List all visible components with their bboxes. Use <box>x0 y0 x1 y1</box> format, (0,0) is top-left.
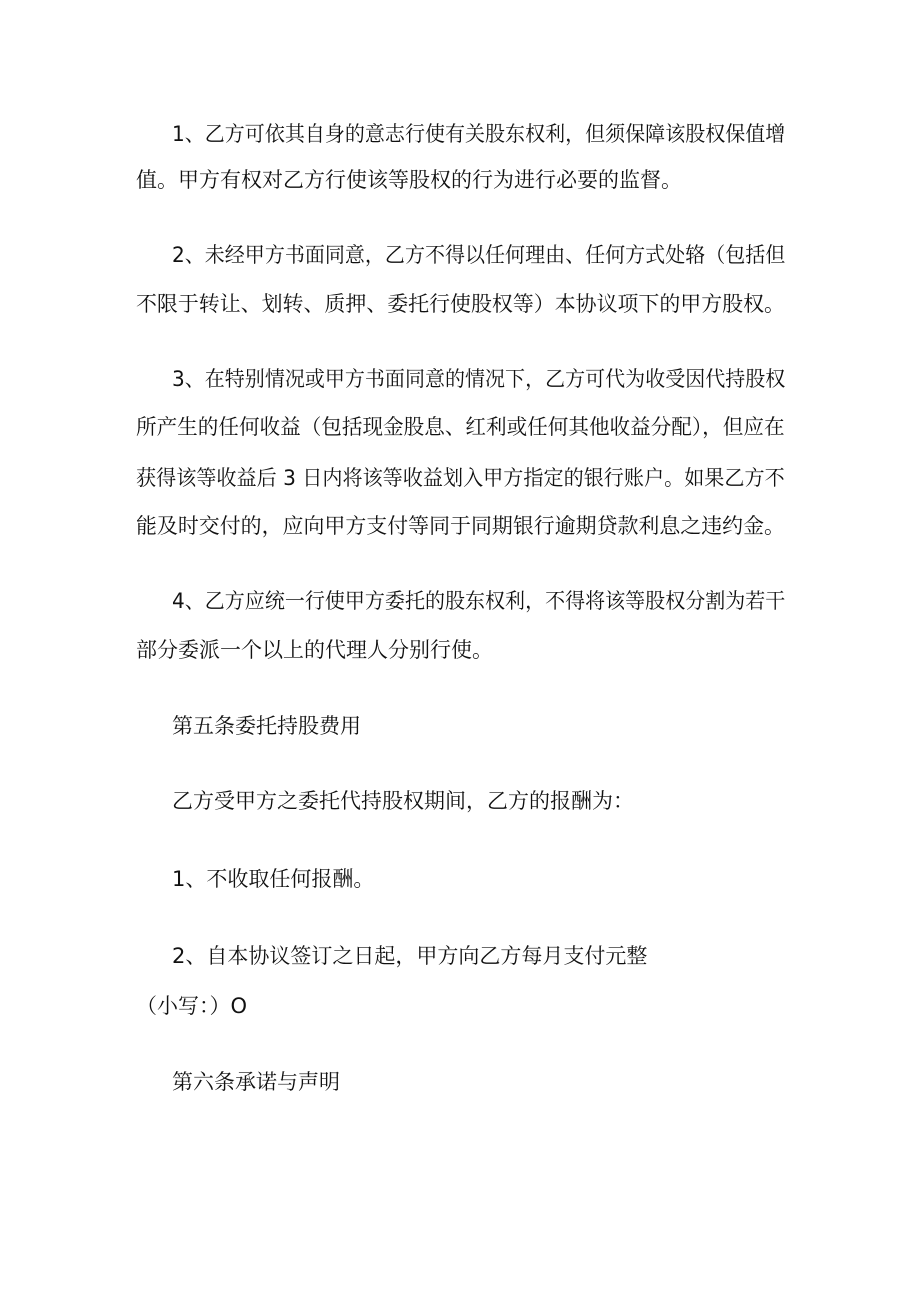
clause-3-line-4: 能及时交付的，应向甲方支付等同于同期银行逾期贷款利息之违约金。 <box>136 514 785 538</box>
clause-4-line-1: 4、乙方应统一行使甲方委托的股东权利，不得将该等股权分割为若干 <box>172 589 786 613</box>
clause-2-line-1: 2、未经甲方书面同意，乙方不得以任何理由、任何方式处辂（包括但 <box>172 243 786 267</box>
clause-2-line-2: 不限于转让、划转、质押、委托行使股权等）本协议项下的甲方股权。 <box>136 292 785 316</box>
clause-1-line-1: 1、乙方可依其自身的意志行使有关股东权利，但须保障该股权保值增 <box>172 122 786 146</box>
article-5-item-1: 1、不收取任何报酬。 <box>172 867 375 891</box>
article-5-heading: 第五条委托持股费用 <box>172 714 361 738</box>
clause-3-line-1: 3、在特别情况或甲方书面同意的情况下，乙方可代为收受因代持股权 <box>172 367 786 391</box>
clause-3-line-2: 所产生的任何收益（包括现金股息、红利或任何其他收益分配），但应在 <box>136 415 785 439</box>
article-5-intro: 乙方受甲方之委托代持股权期间，乙方的报酬为： <box>172 789 634 813</box>
article-5-item-2-line-1: 2、自本协议签订之日起，甲方向乙方每月支付元整 <box>172 944 648 968</box>
article-6-heading: 第六条承诺与声明 <box>172 1070 340 1094</box>
clause-3-line-3: 获得该等收益后 3 日内将该等收益划入甲方指定的银行账户。如果乙方不 <box>136 466 785 490</box>
clause-4-line-2: 部分委派一个以上的代理人分别行使。 <box>136 638 493 662</box>
article-5-item-2-line-2: （小写：）O <box>136 994 248 1018</box>
clause-1-line-2: 值。甲方有权对乙方行使该等股权的行为进行必要的监督。 <box>136 168 682 192</box>
